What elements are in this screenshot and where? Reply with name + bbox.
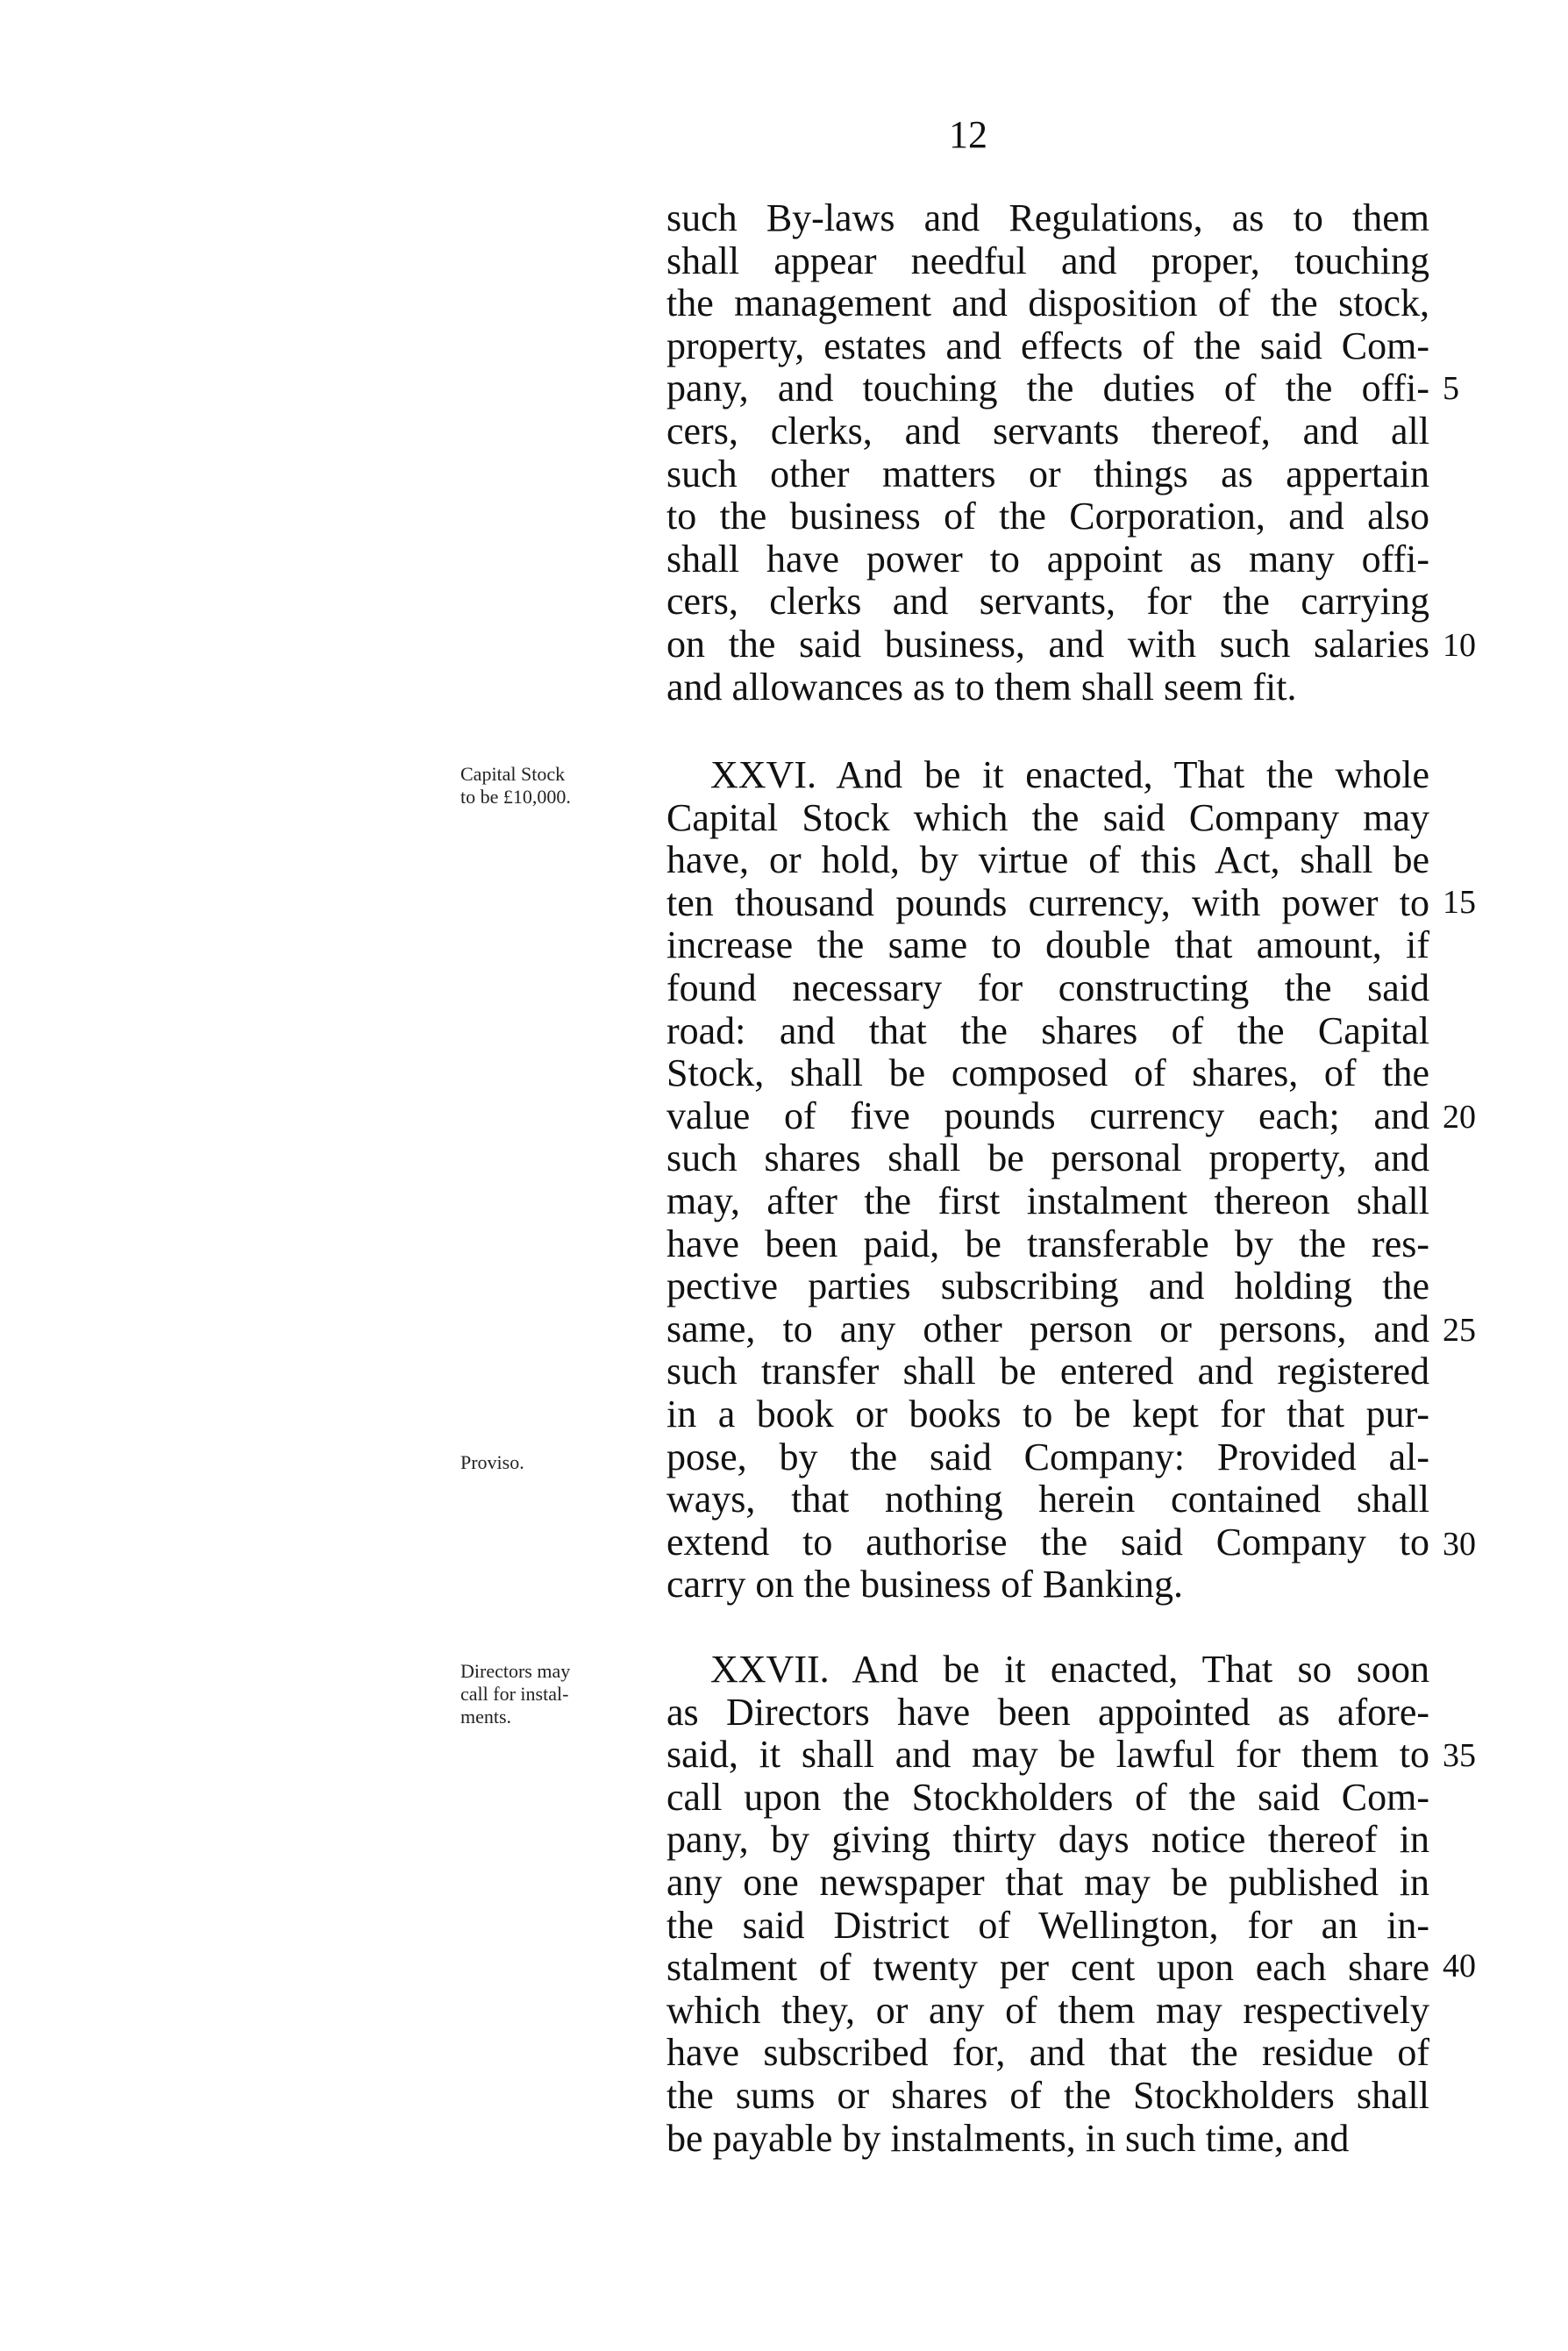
text-line: pany, and touching the duties of the offi- [666,367,1429,410]
margin-note-capital-stock [460,763,662,809]
line-number: 25 [1443,1312,1476,1349]
text-line: such shares shall be personal property, and [666,1136,1429,1180]
page-number: 12 [949,113,987,156]
margin-note-line: to be £10,000. [460,786,571,808]
paragraph-section-26 [666,754,1429,1607]
text-line: have subscribed for, and that the residue of [666,2031,1429,2075]
text-line: XXVII. And be it enacted, That so soon [710,1648,1429,1691]
text-line: shall have power to appoint as many offi- [666,537,1429,581]
text-line: on the said business, and with such salaries [666,622,1429,666]
margin-note-line: call for instal- [460,1683,569,1705]
paragraph-bylaws [666,197,1429,709]
text-line: cers, clerks, and servants thereof, and all [666,409,1429,452]
text-line: as Directors have been appointed as afore- [666,1690,1429,1734]
margin-note-proviso [460,1451,662,1474]
text-line: the management and disposition of the stock, [666,281,1429,325]
text-line: stalment of twenty per cent upon each share [666,1946,1429,1990]
text-line: be payable by instalments, in such time, and [666,2116,1350,2160]
line-number: 35 [1443,1737,1476,1774]
text-line: ten thousand pounds currency, with power to [666,880,1429,924]
text-line: may, after the first instalment thereon shall [666,1179,1429,1222]
text-line: have been paid, be transferable by the res- [666,1222,1429,1265]
text-line: have, or hold, by virtue of this Act, shall be [666,838,1429,882]
text-line: found necessary for constructing the said [666,965,1429,1009]
line-number: 20 [1443,1099,1476,1136]
text-line: Stock, shall be composed of shares, of the [666,1051,1429,1095]
text-line: cers, clerks and servants, for the carrying [666,580,1429,623]
text-line: said, it shall and may be lawful for them to [666,1733,1429,1777]
margin-note-line: ments. [460,1706,512,1728]
text-line: extend to authorise the said Company to [666,1520,1429,1564]
text-line: pective parties subscribing and holding the [666,1265,1429,1308]
margin-note-directors [460,1660,662,1728]
text-line: in a book or books to be kept for that pur- [666,1392,1429,1436]
text-line: Capital Stock which the said Company may [666,795,1429,839]
text-line: carry on the business of Banking. [666,1563,1183,1607]
line-number: 10 [1443,627,1476,664]
line-number: 30 [1443,1526,1476,1563]
text-line: which they, or any of them may respectively [666,1988,1429,2032]
text-line: XXVI. And be it enacted, That the whole [710,753,1429,796]
text-line: pose, by the said Company: Provided al- [666,1435,1429,1478]
text-line: pany, by giving thirty days notice thereof in [666,1818,1429,1862]
text-line: the said District of Wellington, for an in- [666,1903,1429,1947]
text-line: such other matters or things as appertain [666,452,1429,495]
text-line: same, to any other person or persons, and [666,1307,1429,1350]
text-line: property, estates and effects of the said Com- [666,324,1429,367]
margin-note-line: Directors may [460,1660,571,1682]
line-number: 15 [1443,884,1476,921]
text-line: the sums or shares of the Stockholders shall [666,2073,1429,2117]
text-line: value of five pounds currency each; and [666,1094,1429,1137]
text-line: call upon the Stockholders of the said Com- [666,1775,1429,1819]
text-line: increase the same to double that amount, if [666,923,1429,967]
text-line: such By-laws and Regulations, as to them [666,196,1429,239]
text-line: any one newspaper that may be published in [666,1860,1429,1904]
text-line: shall appear needful and proper, touching [666,239,1429,282]
text-line: such transfer shall be entered and registered [666,1350,1429,1393]
text-line: and allowances as to them shall seem fit. [666,665,1297,709]
margin-note-line: Capital Stock [460,763,566,785]
line-number: 5 [1443,370,1459,407]
text-line: to the business of the Corporation, and also [666,495,1429,538]
paragraph-section-27 [666,1649,1429,2160]
line-number: 40 [1443,1948,1476,1984]
text-line: road: and that the shares of the Capital [666,1008,1429,1052]
text-line: ways, that nothing herein contained shall [666,1478,1429,1521]
margin-note-line: Proviso. [460,1451,524,1473]
